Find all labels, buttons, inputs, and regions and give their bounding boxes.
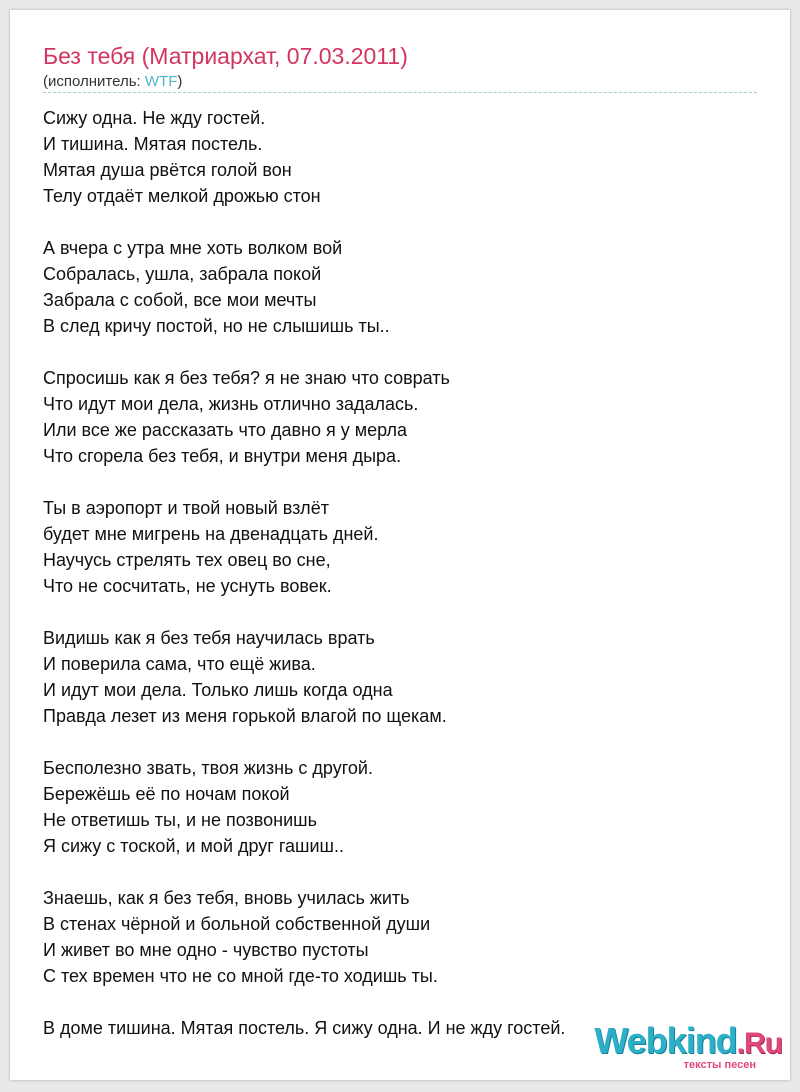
lyric-line: Бесполезно звать, твоя жизнь с другой. <box>43 758 373 778</box>
lyric-line: Ты в аэропорт и твой новый взлёт <box>43 498 329 518</box>
lyric-line: Что не сосчитать, не уснуть вовек. <box>43 576 332 596</box>
lyric-line: Бережёшь её по ночам покой <box>43 784 290 804</box>
stanza-gap <box>43 859 763 885</box>
stanza-gap <box>43 209 763 235</box>
stanza-gap <box>43 599 763 625</box>
webkind-logo[interactable] <box>592 1020 782 1072</box>
lyric-line: Забрала с собой, все мои мечты <box>43 290 317 310</box>
title-divider <box>43 92 757 93</box>
logo-tld: .Ru <box>736 1027 782 1060</box>
lyric-line: Видишь как я без тебя научилась врать <box>43 628 375 648</box>
artist-suffix: ) <box>177 73 183 90</box>
lyric-line: Что сгорела без тебя, и внутри меня дыра. <box>43 446 402 466</box>
stanza-gap <box>43 989 763 1015</box>
lyric-line: И тишина. Мятая постель. <box>43 134 263 154</box>
logo-brand: Webkind <box>594 1020 737 1061</box>
logo-wordmark <box>594 1020 782 1062</box>
lyric-line: И поверила сама, что ещё жива. <box>43 654 316 674</box>
lyric-line: Сижу одна. Не жду гостей. <box>43 108 266 128</box>
lyric-line: Научусь стрелять тех овец во сне, <box>43 550 331 570</box>
lyric-line: Что идут мои дела, жизнь отлично задалась. <box>43 394 419 414</box>
stanza-gap <box>43 469 763 495</box>
lyric-line: Спросишь как я без тебя? я не знаю что соврать <box>43 368 450 388</box>
artist-prefix: (исполнитель: <box>43 73 145 90</box>
lyric-line: В доме тишина. Мятая постель. Я сижу одна. И не жду гостей. <box>43 1018 566 1038</box>
stanza-gap <box>43 339 763 365</box>
artist-line <box>43 73 182 90</box>
lyric-line: Телу отдаёт мелкой дрожью стон <box>43 186 321 206</box>
stanza-gap <box>43 729 763 755</box>
lyric-line: В след кричу постой, но не слышишь ты.. <box>43 316 390 336</box>
lyric-line: Правда лезет из меня горькой влагой по щекам. <box>43 706 447 726</box>
lyric-line: Или все же рассказать что давно я у мерла <box>43 420 408 440</box>
lyric-line: И живет во мне одно - чувство пустоты <box>43 940 369 960</box>
lyric-line: Знаешь, как я без тебя, вновь училась жить <box>43 888 410 908</box>
lyric-line: будет мне мигрень на двенадцать дней. <box>43 524 379 544</box>
lyric-line: В стенах чёрной и больной собственной души <box>43 914 431 934</box>
lyrics-body <box>43 105 763 1041</box>
lyric-line: Не ответишь ты, и не позвонишь <box>43 810 317 830</box>
lyric-line: А вчера с утра мне хоть волком вой <box>43 238 343 258</box>
artist-link[interactable]: WTF <box>144 73 178 90</box>
logo-tagline: тексты песен <box>683 1059 756 1071</box>
song-title: Без тебя (Матриархат, 07.03.2011) <box>43 43 408 69</box>
lyric-line: С тех времен что не со мной где-то ходишь ты. <box>43 966 438 986</box>
lyric-line: Я сижу с тоской, и мой друг гашиш.. <box>43 836 344 856</box>
lyrics-sheet <box>10 10 790 1080</box>
lyric-line: Собралась, ушла, забрала покой <box>43 264 322 284</box>
lyric-line: Мятая душа рвётся голой вон <box>43 160 292 180</box>
lyric-line: И идут мои дела. Только лишь когда одна <box>43 680 393 700</box>
